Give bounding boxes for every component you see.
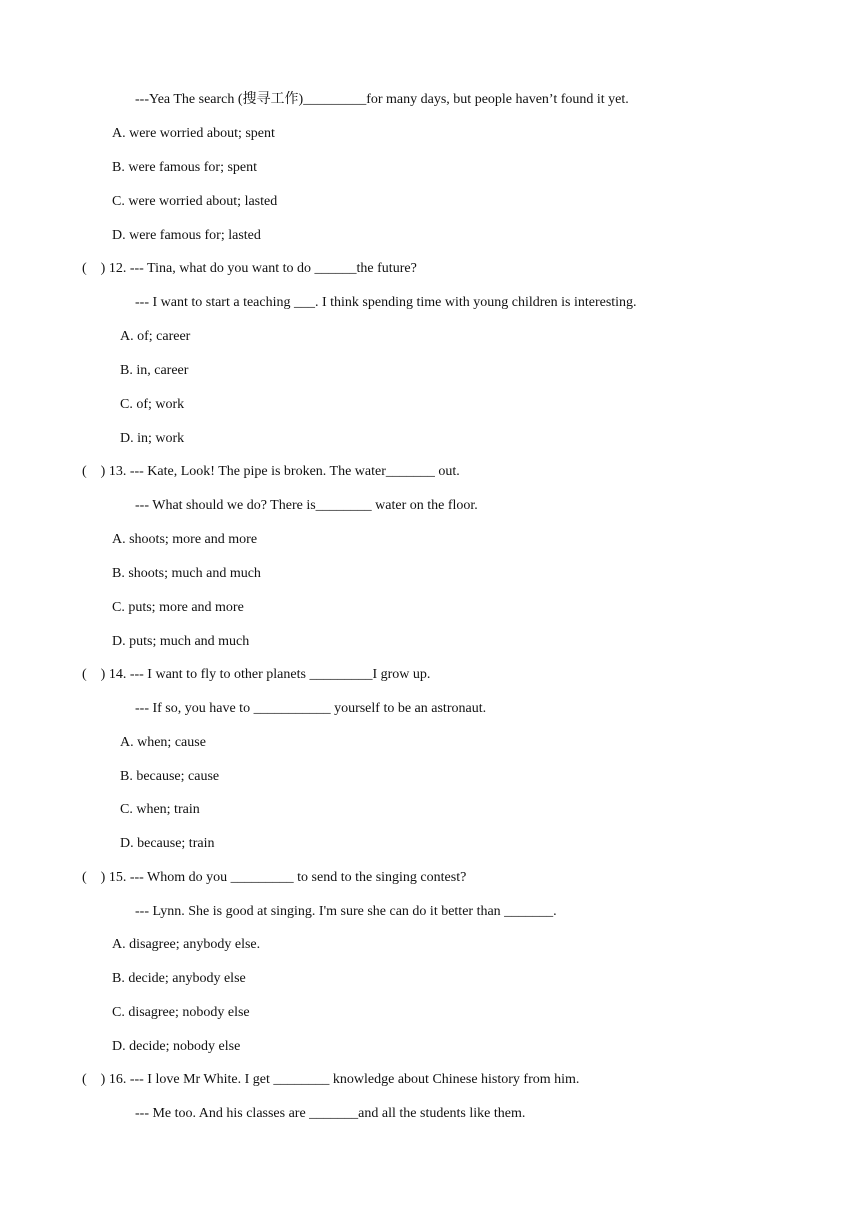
q14-option-c: C. when; train [120,802,200,817]
q13-option-c: C. puts; more and more [112,600,244,615]
q16-dialogue-line: --- Me too. And his classes are _______and all the students like them. [135,1106,526,1121]
q13-option-d: D. puts; much and much [112,634,250,649]
q12-option-c: C. of; work [120,397,185,412]
q11-option-b: B. were famous for; spent [112,160,258,175]
q11-option-c: C. were worried about; lasted [112,194,278,209]
q15-question: ( ) 15. --- Whom do you _________ to send to the singing contest? [82,870,467,885]
q12-option-b: B. in, career [120,363,189,378]
q11-option-a: A. were worried about; spent [112,126,275,141]
q12-dialogue-line: --- I want to start a teaching ___. I think spending time with young children is interesting. [135,295,637,310]
q12-question: ( ) 12. --- Tina, what do you want to do ______the future? [82,261,417,276]
q14-option-a: A. when; cause [120,735,206,750]
q16-question: ( ) 16. --- I love Mr White. I get ________ knowledge about Chinese history from him. [82,1072,580,1087]
q15-option-c: C. disagree; nobody else [112,1005,250,1020]
q14-question: ( ) 14. --- I want to fly to other planets _________I grow up. [82,667,431,682]
q12-option-d: D. in; work [120,431,185,446]
q14-option-d: D. because; train [120,836,215,851]
q13-option-a: A. shoots; more and more [112,532,258,547]
q11-option-d: D. were famous for; lasted [112,228,261,243]
q15-dialogue-line: --- Lynn. She is good at singing. I'm sure she can do it better than _______. [135,904,557,919]
q13-option-b: B. shoots; much and much [112,566,261,581]
q14-dialogue-line: --- If so, you have to ___________ yourself to be an astronaut. [135,701,487,716]
q15-option-d: D. decide; nobody else [112,1039,241,1054]
q11-dialogue-line: ---Yea The search (搜寻工作)_________for many days, but people haven’t found it yet. [135,92,629,107]
q15-option-a: A. disagree; anybody else. [112,937,261,952]
q14-option-b: B. because; cause [120,769,220,784]
q13-question: ( ) 13. --- Kate, Look! The pipe is broken. The water_______ out. [82,464,460,479]
q15-option-b: B. decide; anybody else [112,971,246,986]
q12-option-a: A. of; career [120,329,191,344]
q13-dialogue-line: --- What should we do? There is________ water on the floor. [135,498,478,513]
